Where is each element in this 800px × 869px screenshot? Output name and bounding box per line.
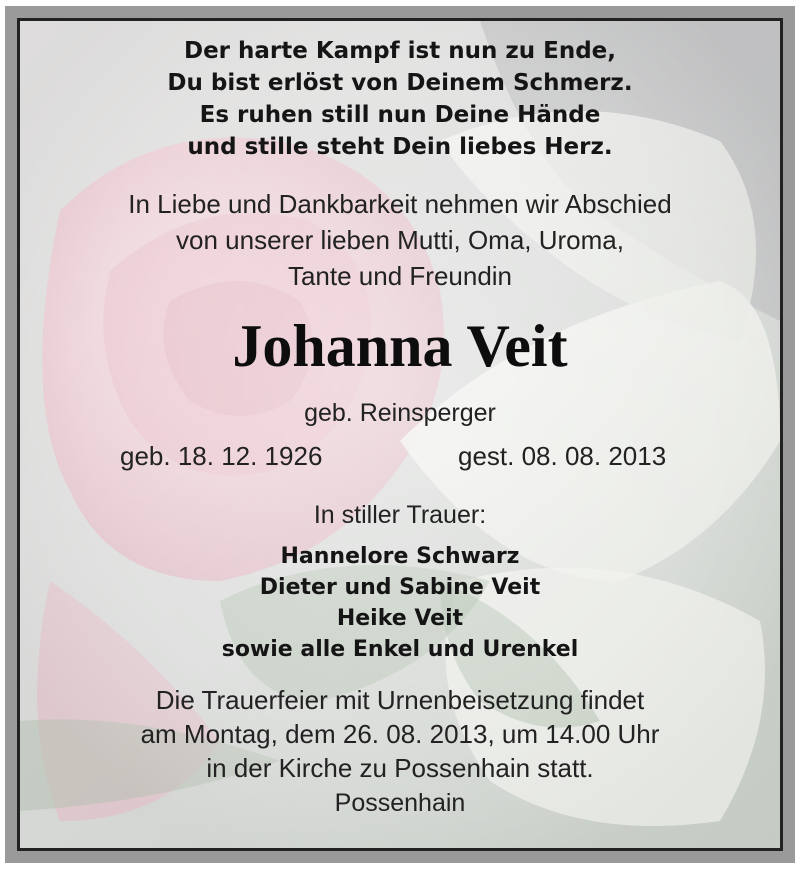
birth-name: geb. Reinsperger [304,399,496,427]
verse-line: Es ruhen still nun Deine Hände [199,102,601,128]
ceremony-line: am Montag, dem 26. 08. 2013, um 14.00 Uhr [140,719,660,749]
verse-line: Du bist erlöst von Deinem Schmerz. [167,70,633,96]
ceremony-line: Die Trauerfeier mit Urnenbeisetzung findet [155,685,645,715]
mourner-name: sowie alle Enkel und Urenkel [221,637,579,662]
mourning-label: In stiller Trauer: [313,501,487,529]
intro-line: In Liebe und Dankbarkeit nehmen wir Abschied [128,189,672,219]
notice-content [20,21,780,848]
verse-line: Der harte Kampf ist nun zu Ende, [183,38,617,64]
mourner-name: Dieter und Sabine Veit [259,575,541,600]
intro-line: Tante und Freundin [287,261,513,291]
funeral-info [20,683,780,785]
memorial-verse [20,35,780,163]
mourner-name: Hannelore Schwarz [280,544,520,569]
life-dates [20,439,780,473]
deceased-name: Johanna Veit [232,313,568,379]
intro-line: von unserer lieben Mutti, Oma, Uroma, [176,225,624,255]
notice-border [17,18,783,851]
mourners-list [20,541,780,665]
verse-line: und stille steht Dein liebes Herz. [187,134,613,160]
death-date: gest. 08. 08. 2013 [458,441,667,471]
mourner-name: Heike Veit [336,606,464,631]
farewell-intro [20,186,780,294]
ceremony-line: in der Kirche zu Possenhain statt. [206,753,594,783]
birth-date: geb. 18. 12. 1926 [120,441,323,471]
notice-frame [5,6,795,863]
place-name: Possenhain [334,789,466,817]
